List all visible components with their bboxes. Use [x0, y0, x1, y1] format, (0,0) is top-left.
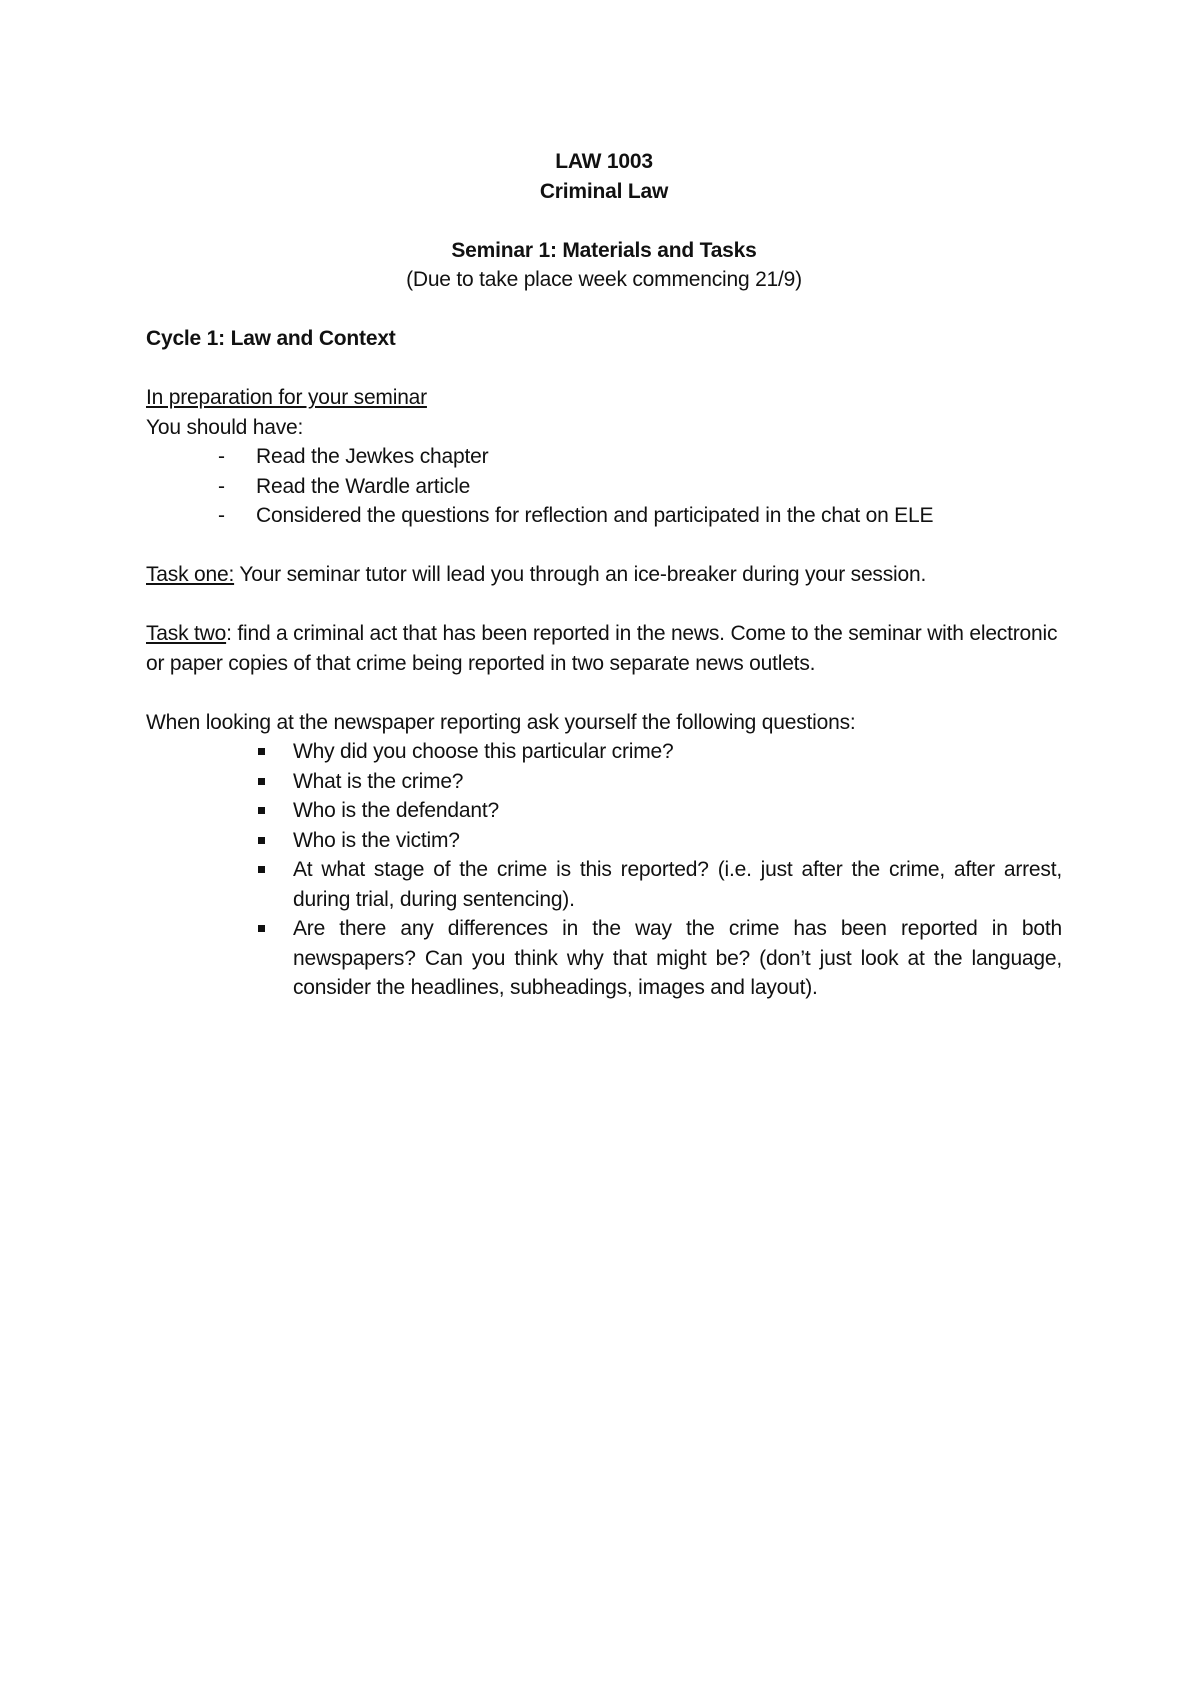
square-bullet	[258, 748, 265, 755]
list-item-text: Who is the victim?	[293, 828, 460, 852]
list-item	[146, 914, 1062, 1003]
task-one-text: Your seminar tutor will lead you through an ice-breaker during your session.	[234, 563, 927, 586]
list-item	[146, 472, 1062, 502]
list-item-text: At what stage of the crime is this reported? (i.e. just after the crime, after arrest, during trial, during sentencing).	[293, 858, 1062, 911]
questions-list	[146, 737, 1062, 1003]
list-item	[146, 442, 1062, 472]
spacer	[146, 206, 1062, 236]
seminar-title: Seminar 1: Materials and Tasks	[451, 238, 757, 262]
preparation-list	[146, 442, 1062, 531]
task-two-text: : find a criminal act that has been reported in the news. Come to the seminar with electronic or paper copies of that crime being reported in two separate news outlets.	[146, 622, 1058, 675]
preparation-intro: You should have:	[146, 415, 304, 439]
square-bullet	[258, 925, 265, 932]
list-item	[146, 501, 1062, 531]
list-item	[146, 737, 1062, 767]
list-item	[146, 855, 1062, 914]
task-one	[146, 560, 1062, 590]
list-item-text: Who is the defendant?	[293, 799, 499, 822]
list-item	[146, 796, 1062, 826]
document-body	[146, 147, 1062, 1003]
spacer	[146, 295, 1062, 325]
course-code: LAW 1003	[555, 150, 653, 173]
preparation-heading: In preparation for your seminar	[146, 386, 427, 409]
list-item	[146, 767, 1062, 797]
spacer	[146, 590, 1062, 620]
list-item-text: Read the Jewkes chapter	[256, 445, 489, 468]
questions-intro: When looking at the newspaper reporting ask yourself the following questions:	[146, 710, 856, 734]
spacer	[146, 678, 1062, 708]
list-item-text: Are there any differences in the way the crime has been reported in both newspapers? Can you think why that might be? (don’t just look at the language, consider the headlines, subheadings, images and layout).	[293, 917, 1062, 999]
square-bullet	[258, 866, 265, 873]
spacer	[146, 354, 1062, 384]
task-two-label: Task two	[146, 622, 227, 645]
square-bullet	[258, 807, 265, 814]
task-one-label: Task one:	[146, 563, 235, 586]
list-item-text: Read the Wardle article	[256, 474, 471, 498]
dash-bullet: -	[218, 445, 225, 468]
dash-bullet: -	[218, 504, 225, 527]
square-bullet	[258, 837, 265, 844]
seminar-note: (Due to take place week commencing 21/9)	[406, 268, 802, 291]
list-item-text: What is the crime?	[293, 769, 464, 793]
dash-bullet: -	[218, 474, 225, 498]
cycle-title: Cycle 1: Law and Context	[146, 327, 396, 350]
spacer	[146, 531, 1062, 561]
task-two	[146, 619, 1062, 678]
list-item	[146, 826, 1062, 856]
square-bullet	[258, 778, 265, 785]
course-name: Criminal Law	[539, 179, 669, 203]
list-item-text: Why did you choose this particular crime?	[293, 740, 674, 763]
list-item-text: Considered the questions for reflection and participated in the chat on ELE	[256, 504, 934, 527]
